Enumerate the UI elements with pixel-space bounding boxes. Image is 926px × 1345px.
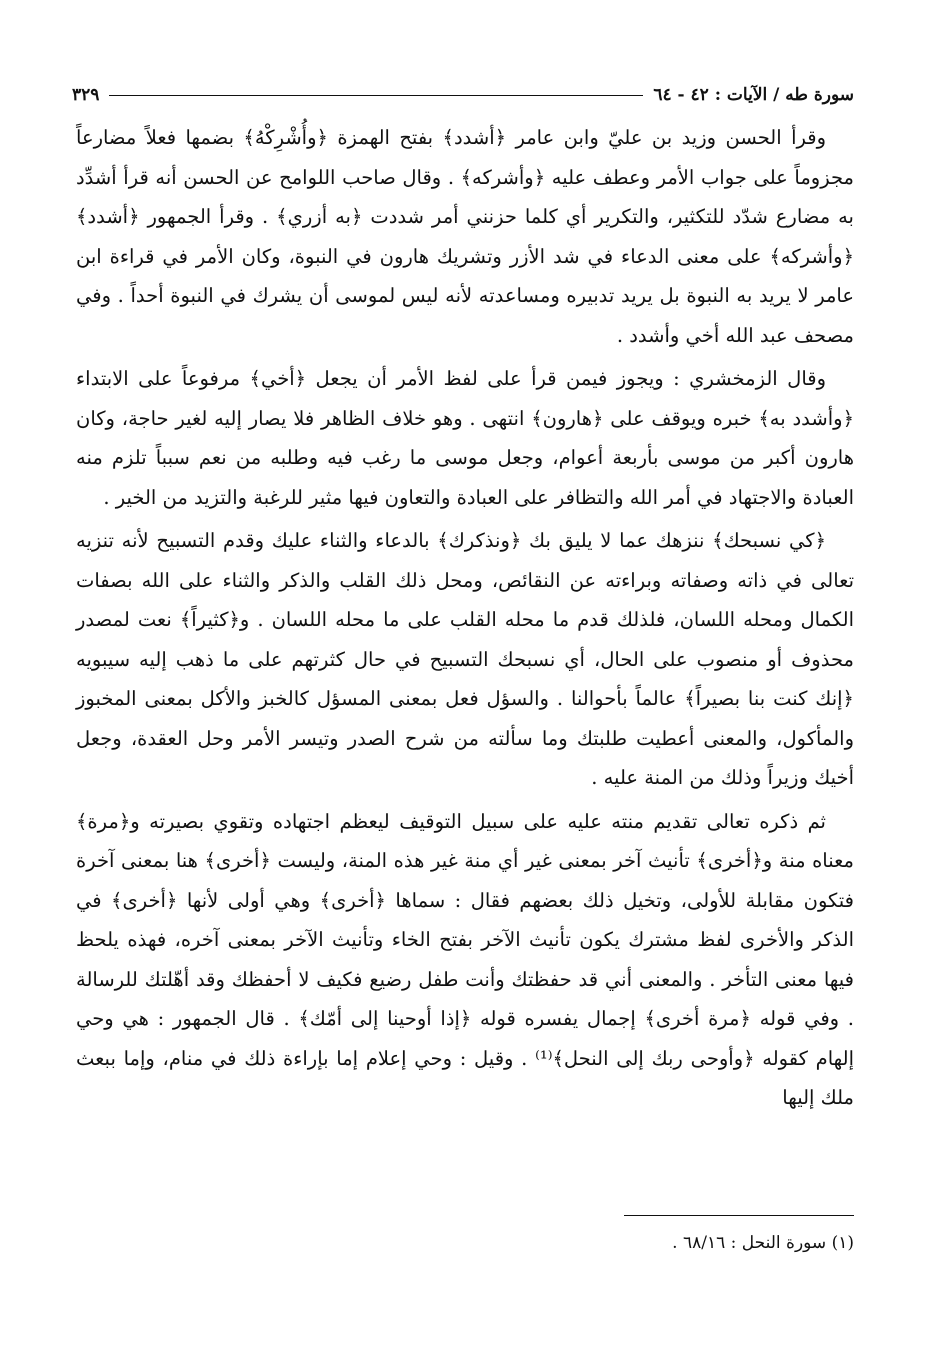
surah-heading: سورة طه / الآيات : ٤٢ - ٦٤: [653, 85, 854, 105]
paragraph-4: ثم ذكره تعالى تقديم منته عليه على سبيل التوقيف ليعظم اجتهاده وتقوي بصيرته و﴿مرة﴾ معناه منة و﴿أخرى﴾ تأنيث آخر بمعنى غير أي منة غير هذه المنة، وليست ﴿أخرى﴾ هنا بمعنى آخرة فتكون مقابلة للأولى، وتخيل ذلك بعضهم فقال : سماها ﴿أخرى﴾ وهي أولى لأنها ﴿أخرى﴾ في الذكر والأخرى لفظ مشترك يكون تأنيث الآخر بفتح الخاء وتأنيث الآخر بمعنى آخره، فهذه يلحظ فيها معنى التأخر . والمعنى أني قد حفظتك وأنت طفل رضيع فكيف لا أحفظك وقد أهّلتك للرسالة . وفي قوله ﴿مرة أخرى﴾ إجمال يفسره قوله ﴿إذا أوحينا إلى أمّك﴾ . قال الجمهور : هي وحي إلهام كقوله ﴿وأوحى ربك إلى النحل﴾⁽¹⁾ . وقيل : وحي إعلام إما بإراءة ذلك في منام، وإما ببعث ملك إليها: [76, 809, 854, 1109]
paragraph-3: ﴿كي نسبحك﴾ ننزهك عما لا يليق بك ﴿ونذكرك﴾ بالدعاء والثناء عليك وقدم التسبيح لأنه تنزيه تعالى في ذاته وصفاته وبراءته عن النقائص، ومحل ذلك القلب والذكر والثناء على الله بصفات الكمال ومحله اللسان، فلذلك قدم ما محله القلب على ما محله اللسان . و﴿كثيراً﴾ نعت لمصدر محذوف أو منصوب على الحال، أي نسبحك التسبيح في حال كثرتهم على ما ذهب إليه سيبويه ﴿إنك كنت بنا بصيراً﴾ عالماً بأحوالنا . والسؤل فعل بمعنى المسؤل كالخبز والأكل بمعنى المخبوز والمأكول، والمعنى أعطيت طلبتك وما سألته من شرح الصدر وتيسر الأمر وحل العقدة، وجعل أخيك وزيراً وذلك من المنة عليه .: [76, 529, 854, 789]
footnote: (١) سورة النحل : ٦٨/١٦ .: [672, 1233, 854, 1253]
footnote-rule: [624, 1215, 854, 1216]
paragraph-2: وقال الزمخشري : ويجوز فيمن قرأ على لفظ الأمر أن يجعل ﴿أخي﴾ مرفوعاً على الابتداء ﴿وأشدد به﴾ خبره ويوقف على ﴿هارون﴾ انتهى . وهو خلاف الظاهر فلا يصار إليه لغير حاجة، وكان هارون أكبر من موسى بأربعة أعوام، وجعل موسى ما رغب فيه وطلبه من نعم سبباً تلزم منه العبادة والاجتهاد في أمر الله والتظافر على العبادة والتعاون فيها مثير للرغبة والتزيد من الخير .: [76, 367, 854, 509]
paragraph-1: وقرأ الحسن وزيد بن عليّ وابن عامر ﴿أشدد﴾ بفتح الهمزة ﴿وأُشْرِكْهُ﴾ بضمها فعلاً مضارعاً مجزوماً على جواب الأمر وعطف عليه ﴿وأشركه﴾ . وقال صاحب اللوامح عن الحسن أنه قرأ أشدِّد به مضارع شدّد للتكثير، والتكرير أي كلما حزنني أمر شددت ﴿به أزري﴾ . وقرأ الجمهور ﴿أشدد﴾ ﴿وأشركه﴾ على معنى الدعاء في شد الأزر وتشريك هارون في النبوة، وكان الأمر في قراءة ابن عامر لا يريد به النبوة بل يريد تدبيره ومساعدته لأنه ليس لموسى أن يشرك في النبوة أحداً . وفي مصحف عبد الله أخي وأشدد .: [76, 126, 854, 347]
header-rule: [109, 95, 643, 96]
main-text: [76, 118, 854, 1122]
running-header: [72, 80, 854, 110]
page-number: ٣٢٩: [72, 85, 100, 105]
